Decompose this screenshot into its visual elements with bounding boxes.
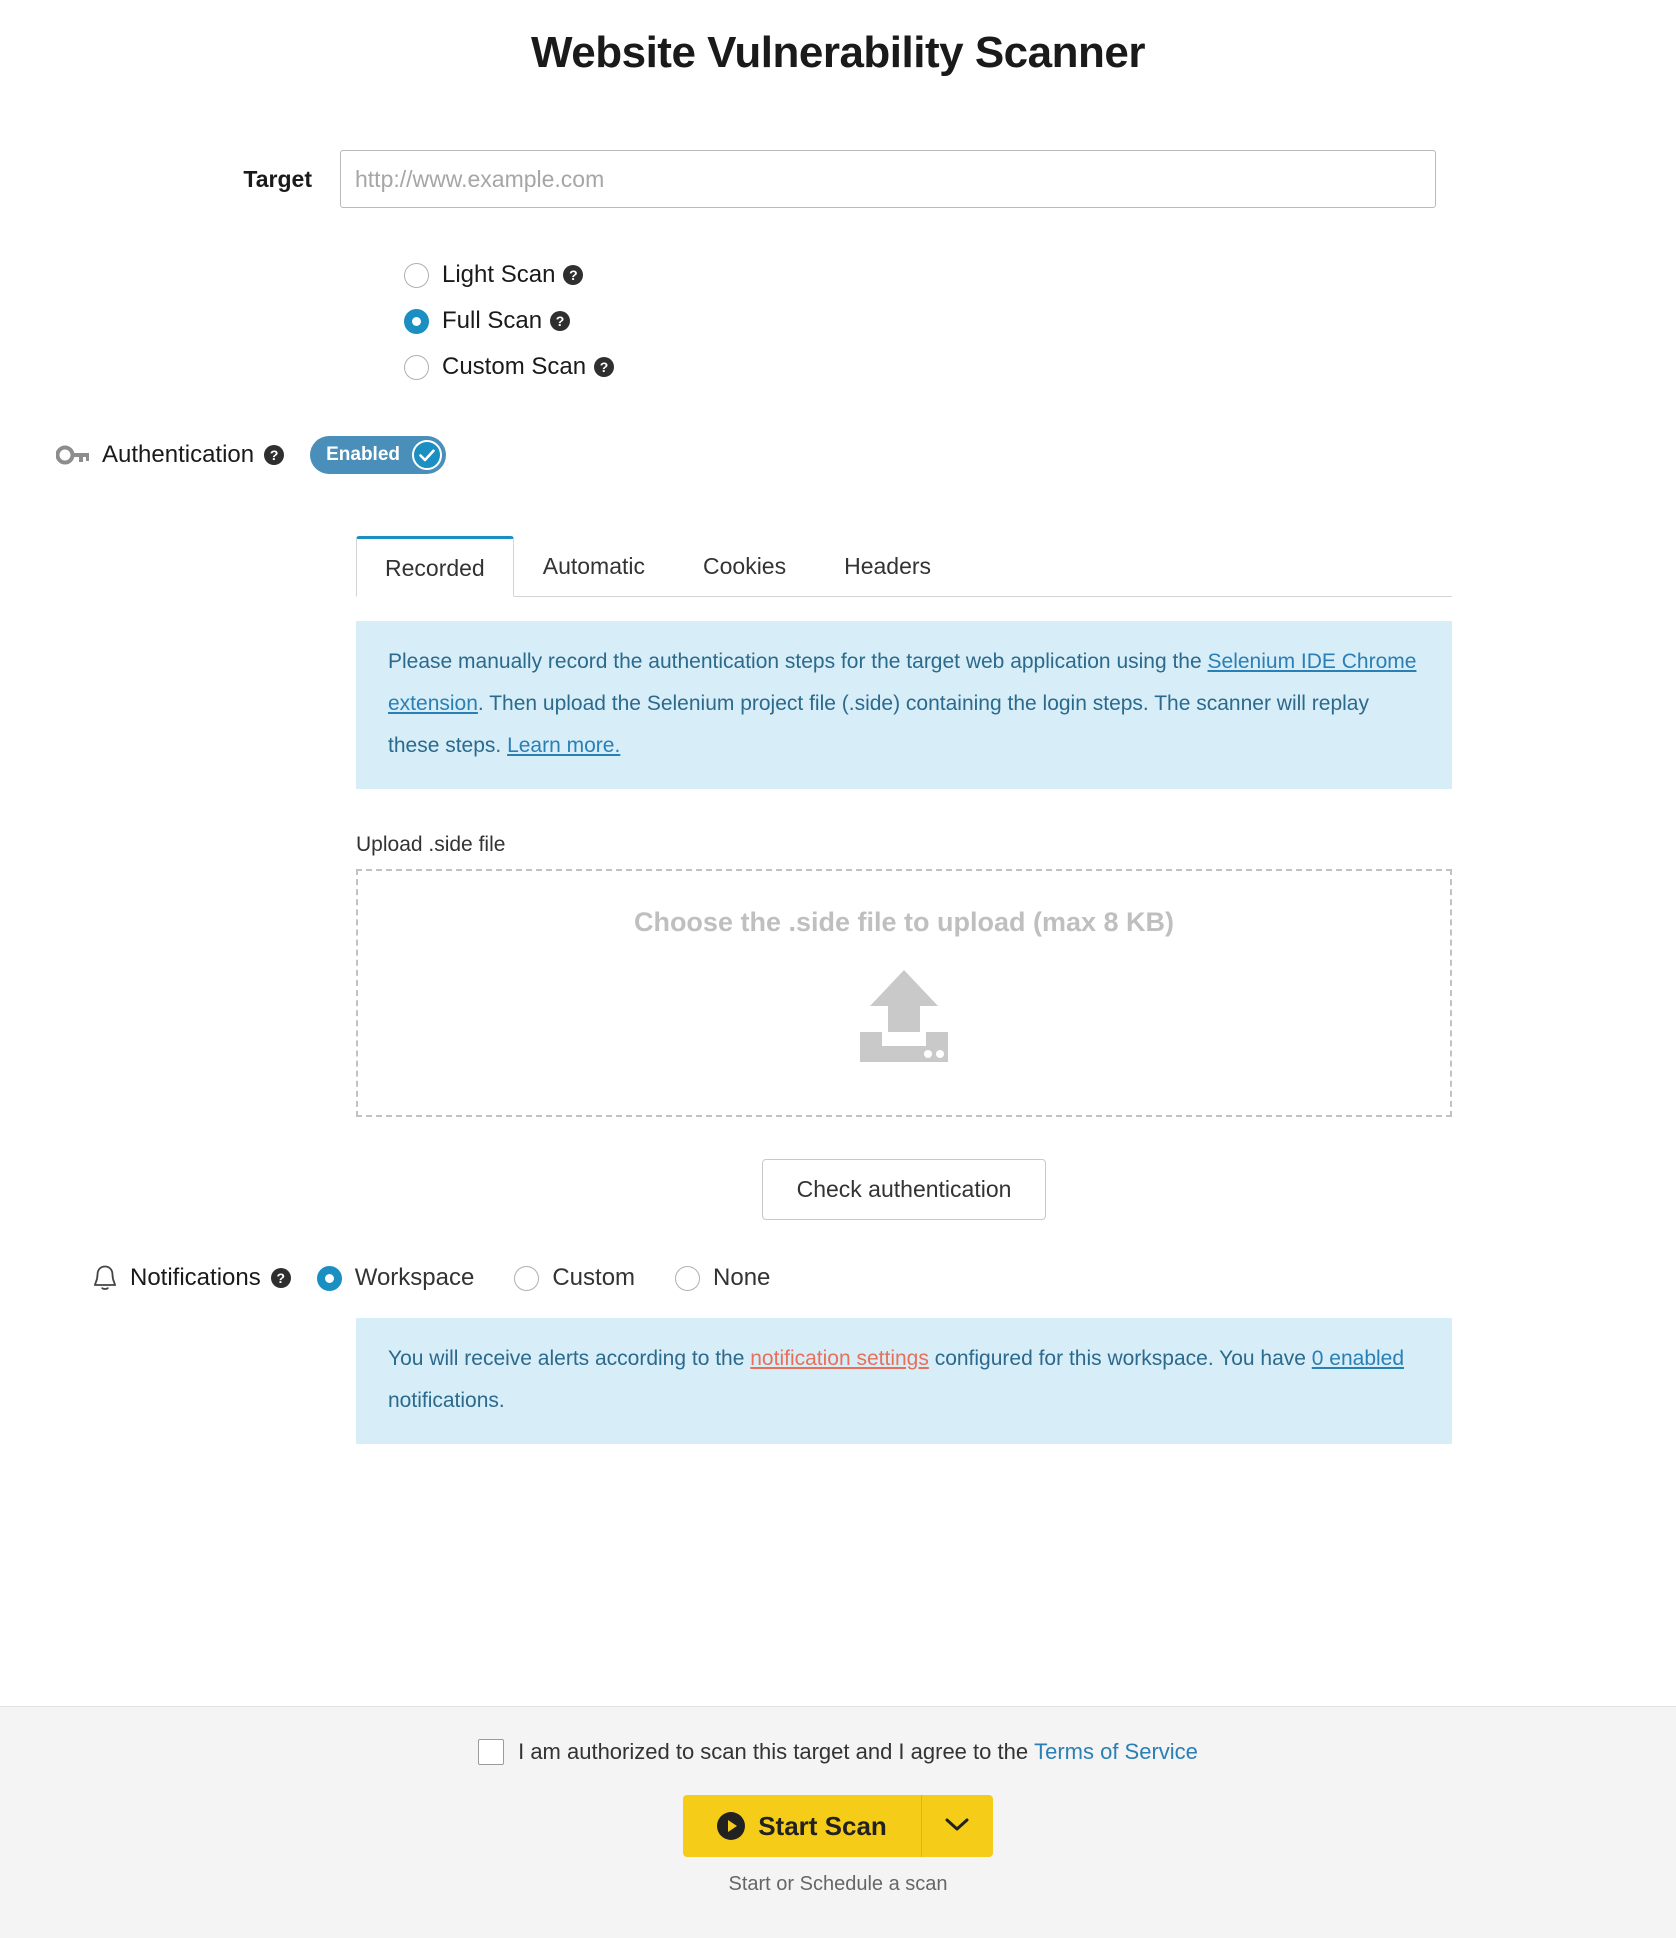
info-text-part2: . Then upload the Selenium project file (.side) containing the login steps. The scanner will replay these steps. <box>388 692 1369 757</box>
upload-label: Upload .side file <box>356 833 506 856</box>
target-label: Target <box>243 165 312 192</box>
page-title: Website Vulnerability Scanner <box>531 28 1145 77</box>
scan-type-group <box>404 252 1676 390</box>
check-auth-wrap <box>356 1159 1452 1220</box>
authentication-toggle[interactable] <box>310 436 446 474</box>
notifications-label: Notifications <box>130 1264 261 1291</box>
radio-custom[interactable] <box>514 1266 539 1291</box>
radio-workspace[interactable] <box>317 1266 342 1291</box>
authentication-row <box>56 436 1676 474</box>
notification-option-none[interactable] <box>675 1264 770 1292</box>
scan-type-light-scan[interactable] <box>404 252 1676 298</box>
auth-tabs <box>356 536 1452 597</box>
notification-option-label: Custom <box>552 1264 636 1291</box>
tab-automatic[interactable]: Automatic <box>542 553 645 579</box>
bell-icon <box>92 1264 118 1292</box>
consent-row <box>478 1739 1198 1765</box>
dropzone-text: Choose the .side file to upload (max 8 KB) <box>633 907 1175 937</box>
terms-of-service-link[interactable]: Terms of Service <box>1034 1739 1198 1764</box>
recorded-auth-info <box>356 621 1452 789</box>
info-text-part1: Please manually record the authentication steps for the target web application using the <box>388 650 1208 673</box>
check-icon <box>412 440 442 470</box>
notification-option-custom[interactable] <box>514 1264 635 1292</box>
help-icon[interactable]: ? <box>271 1268 291 1288</box>
notif-text-part3: notifications. <box>388 1389 505 1412</box>
notification-options <box>317 1264 811 1292</box>
enabled-notifications-link[interactable]: 0 enabled <box>1311 1347 1405 1370</box>
notification-option-label: None <box>713 1264 771 1291</box>
help-icon[interactable]: ? <box>594 357 614 377</box>
notification-settings-link[interactable]: notification settings <box>750 1347 929 1370</box>
notifications-row <box>92 1264 1676 1292</box>
upload-icon <box>852 966 956 1071</box>
chevron-down-icon <box>944 1817 970 1836</box>
footer-bar <box>0 1706 1676 1938</box>
play-icon <box>717 1812 745 1840</box>
tab-cookies[interactable]: Cookies <box>703 553 787 579</box>
target-row <box>0 150 1676 208</box>
notifications-info <box>356 1318 1452 1444</box>
scan-options-dropdown-button[interactable] <box>921 1795 993 1857</box>
scan-form <box>0 150 1676 1444</box>
radio-none[interactable] <box>675 1266 700 1291</box>
start-scan-label: Start Scan <box>758 1810 887 1841</box>
help-icon[interactable]: ? <box>550 311 570 331</box>
learn-more-link[interactable]: Learn more. <box>507 734 621 757</box>
footer-note: Start or Schedule a scan <box>728 1873 948 1895</box>
authentication-toggle-label: Enabled <box>326 444 401 465</box>
scan-button-group <box>683 1795 993 1857</box>
radio-full-scan[interactable] <box>404 309 429 334</box>
authorization-checkbox[interactable] <box>478 1739 504 1765</box>
notification-option-label: Workspace <box>354 1264 475 1291</box>
start-scan-button[interactable] <box>683 1795 921 1857</box>
scan-type-full-scan[interactable] <box>404 298 1676 344</box>
notif-text-part1: You will receive alerts according to the <box>388 1347 751 1370</box>
selenium-ide-link[interactable]: Selenium IDE Chrome extension <box>388 650 1417 715</box>
help-icon[interactable]: ? <box>563 265 583 285</box>
notif-text-part2: configured for this workspace. You have <box>928 1347 1312 1370</box>
radio-custom-scan[interactable] <box>404 355 429 380</box>
notification-option-workspace[interactable] <box>317 1264 475 1292</box>
radio-light-scan[interactable] <box>404 263 429 288</box>
check-authentication-button[interactable]: Check authentication <box>762 1159 1047 1220</box>
file-dropzone[interactable] <box>356 869 1452 1117</box>
target-input[interactable] <box>340 150 1436 208</box>
scan-type-custom-scan[interactable] <box>404 344 1676 390</box>
tab-recorded[interactable]: Recorded <box>356 536 514 597</box>
key-icon <box>56 443 90 467</box>
consent-text: I am authorized to scan this target and I agree to the <box>518 1739 1029 1764</box>
help-icon[interactable]: ? <box>264 445 284 465</box>
tab-headers[interactable]: Headers <box>844 553 932 579</box>
authentication-label: Authentication <box>102 441 255 468</box>
scan-type-label: Full Scan <box>442 307 543 334</box>
scan-type-label: Custom Scan <box>442 353 587 380</box>
scan-type-label: Light Scan <box>442 261 556 288</box>
